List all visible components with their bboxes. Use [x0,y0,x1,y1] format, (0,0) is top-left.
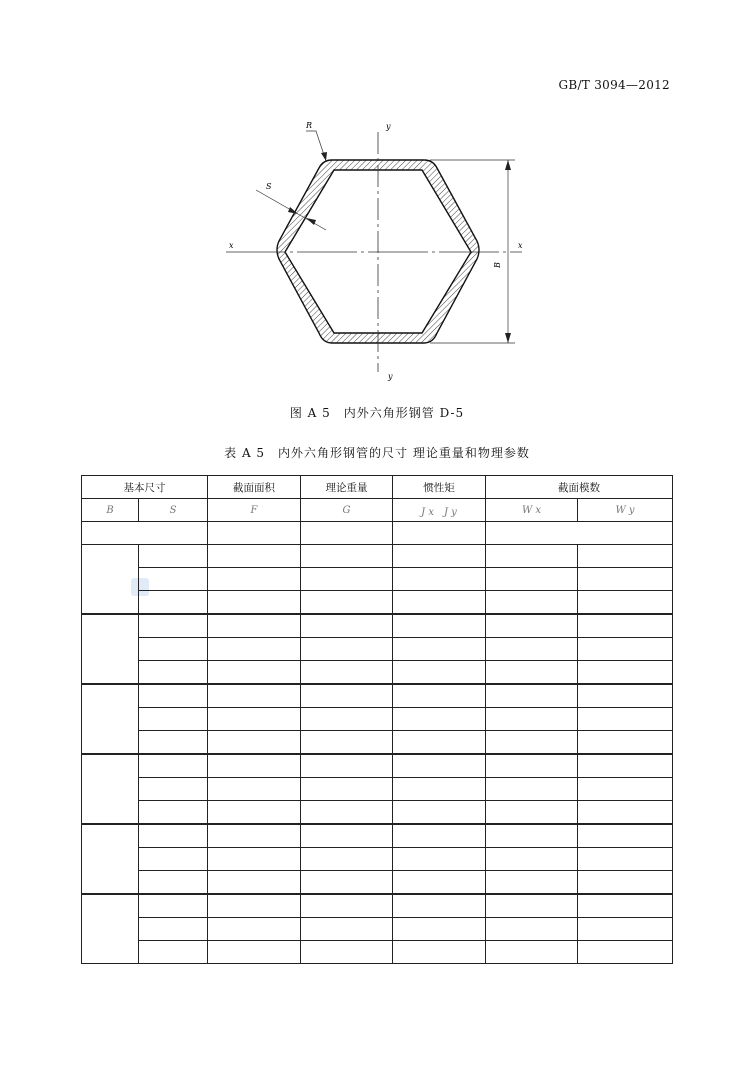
table-cell [578,684,673,708]
table-cell [486,568,578,591]
table-cell [301,661,393,685]
label-x-left: x [229,241,234,250]
table-cell [578,918,673,941]
table-cell [393,871,486,895]
table-row [82,801,673,825]
table-cell [393,638,486,661]
table-cell [393,778,486,801]
table-cell [208,661,301,685]
table-cell [578,614,673,638]
table-row [82,754,673,778]
table-cell [486,731,578,755]
table-row [82,941,673,964]
table-cell [301,731,393,755]
table-cell [208,824,301,848]
table-cell [139,568,208,591]
symbol-S: S [139,499,208,522]
table-cell [578,894,673,918]
table-cell [301,638,393,661]
table-cell [208,731,301,755]
table-cell [208,545,301,568]
table-row [82,614,673,638]
table-cell [486,848,578,871]
table-cell [301,591,393,615]
header-weight: 理论重量 [301,476,393,499]
dimensions-table [81,475,673,964]
table-cell [139,754,208,778]
table-cell [393,754,486,778]
table-cell [139,918,208,941]
table-cell [578,824,673,848]
header-inertia: 惯性矩 [393,476,486,499]
table-cell [486,754,578,778]
table-cell [393,894,486,918]
table-row [82,778,673,801]
table-cell [82,614,139,684]
table-cell [578,545,673,568]
table-cell [393,801,486,825]
table-cell [486,545,578,568]
table-cell [208,591,301,615]
table-row [82,824,673,848]
table-cell [301,824,393,848]
standard-code: GB/T 3094—2012 [558,78,670,92]
table-cell [301,918,393,941]
table-cell [139,545,208,568]
table-row [82,568,673,591]
table-cell [82,545,139,615]
table-cell [208,894,301,918]
hexagon-tube-drawing [0,0,754,400]
table-cell [578,731,673,755]
table-cell [393,708,486,731]
table-cell [139,591,208,615]
table-cell [139,661,208,685]
table-cell [486,801,578,825]
table-cell [139,731,208,755]
table-cell [301,614,393,638]
table-cell [139,801,208,825]
table-cell [578,848,673,871]
table-cell [139,941,208,964]
table-cell [208,871,301,895]
table-row [82,848,673,871]
table-row [82,918,673,941]
symbol-Wy: W y [578,499,673,522]
table-cell [208,918,301,941]
table-cell [578,871,673,895]
table-cell [393,545,486,568]
table-cell [301,568,393,591]
table-cell [486,778,578,801]
table-cell [486,638,578,661]
table-cell [82,894,139,964]
table-cell [393,684,486,708]
table-cell [139,824,208,848]
table-cell [393,661,486,685]
table-cell [578,801,673,825]
table-row [82,708,673,731]
label-B: B [493,262,502,268]
table-cell [486,684,578,708]
table-cell [393,918,486,941]
table-cell [208,638,301,661]
table-cell [393,522,486,545]
table-row [82,894,673,918]
table-cell [578,754,673,778]
symbol-F: F [208,499,301,522]
header-modulus: 截面模数 [486,476,673,499]
table-cell [486,591,578,615]
table-cell [82,684,139,754]
table-cell [139,894,208,918]
table-row [82,638,673,661]
table-caption: 表 A 5 内外六角形钢管的尺寸 理论重量和物理参数 [224,446,530,460]
table-cell [208,568,301,591]
table-row [82,661,673,685]
table-cell [486,522,673,545]
table-cell [301,754,393,778]
table-cell [208,848,301,871]
symbol-G: G [301,499,393,522]
label-S: S [266,182,272,191]
table-cell [393,848,486,871]
table-cell [139,708,208,731]
table-cell [301,708,393,731]
table-row [82,731,673,755]
label-y-bottom: y [388,372,393,381]
table-cell [393,568,486,591]
table-cell [578,661,673,685]
table-body [82,545,673,964]
label-R: R [306,121,313,130]
table-cell [139,848,208,871]
table-cell [578,778,673,801]
table-cell [82,824,139,894]
figure-caption: 图 A 5 内外六角形钢管 D-5 [289,406,465,420]
table-cell [486,894,578,918]
table-cell [301,801,393,825]
header-basic-size: 基本尺寸 [82,476,208,499]
table-cell [301,941,393,964]
table-cell [301,522,393,545]
table-cell [486,918,578,941]
table-cell [393,591,486,615]
table-cell [301,545,393,568]
table-cell [208,522,301,545]
table-cell [139,778,208,801]
table-cell [139,871,208,895]
table-cell [486,941,578,964]
table-cell [578,568,673,591]
table-cell [82,754,139,824]
table-cell [486,871,578,895]
table-cell [486,661,578,685]
table-cell [486,708,578,731]
table-cell [208,941,301,964]
table-cell [393,824,486,848]
table-cell [208,778,301,801]
table-cell [301,848,393,871]
table-cell [578,638,673,661]
table-cell [486,824,578,848]
table-cell [301,871,393,895]
table-cell [301,778,393,801]
table-cell [208,614,301,638]
table-row [82,591,673,615]
table-cell [208,754,301,778]
table-cell [578,708,673,731]
table-row [82,545,673,568]
symbol-B: B [82,499,139,522]
table-row [82,684,673,708]
label-x-right: x [518,241,523,250]
table-cell [301,684,393,708]
table-cell [208,708,301,731]
table-cell [486,614,578,638]
table-cell [578,941,673,964]
table-cell [393,614,486,638]
table-cell [578,591,673,615]
table-cell [139,614,208,638]
table-cell [139,638,208,661]
table-cell [301,894,393,918]
table-cell [393,941,486,964]
table-cell [208,684,301,708]
table-cell [139,684,208,708]
header-area: 截面面积 [208,476,301,499]
label-y-top: y [386,122,391,131]
symbol-J: J x J y [393,499,486,522]
table-row [82,871,673,895]
table-cell [393,731,486,755]
symbol-Wx: W x [486,499,578,522]
table-cell [208,801,301,825]
table-cell [82,522,208,545]
